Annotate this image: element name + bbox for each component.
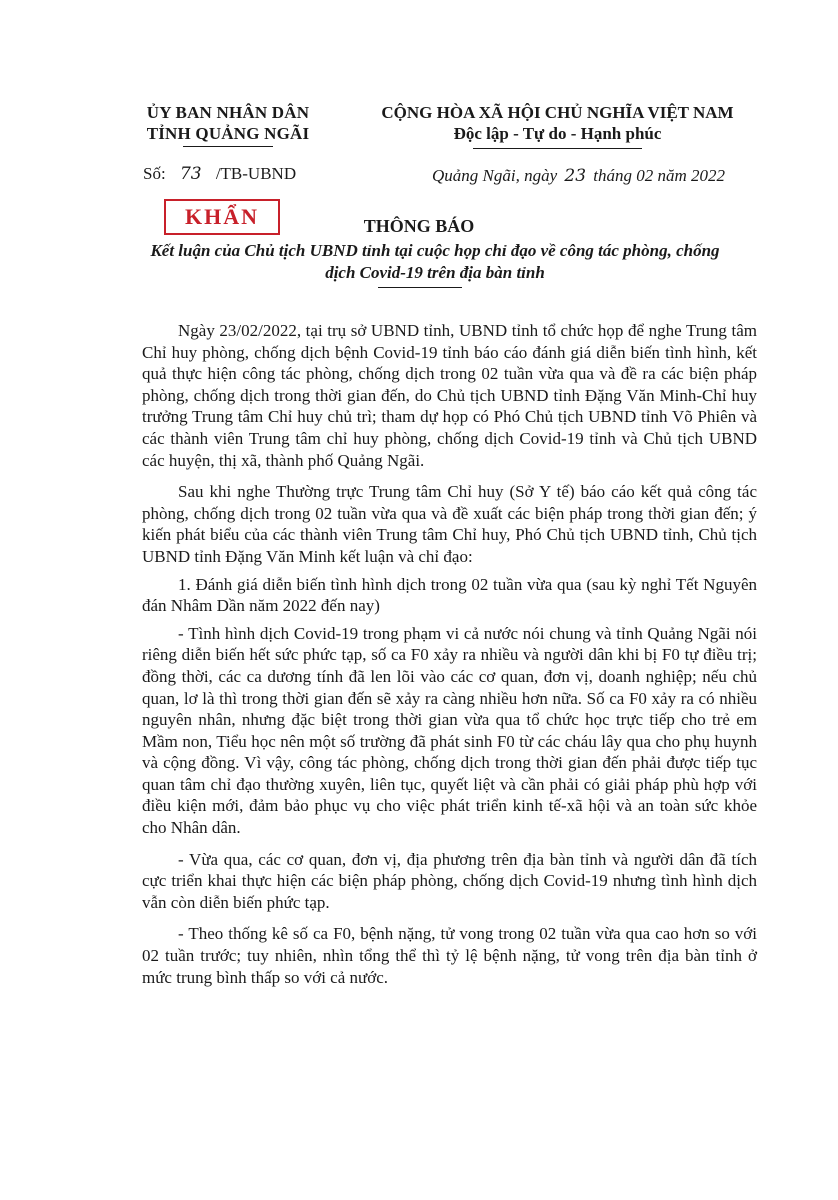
date-day: 23 <box>564 166 587 186</box>
body-paragraph: Sau khi nghe Thường trực Trung tâm Chỉ huy (Sở Y tế) báo cáo kết quả công tác phòng, chống dịch trong 02 tuần vừa qua và đề xuất các biện pháp trong thời gian đến; ý kiến phát biểu của các thành viên Trung tâm Chỉ huy, Phó Chủ tịch UBND tỉnh, Chủ tịch UBND tỉnh Đặng Văn Minh kết luận và chỉ đạo: <box>142 482 757 566</box>
motto-underline <box>473 148 642 149</box>
date-place-prefix: Quảng Ngãi, ngày <box>432 166 558 185</box>
body-paragraph: - Tình hình dịch Covid-19 trong phạm vi cả nước nói chung và tỉnh Quảng Ngãi nói riêng diễn biến hết sức phức tạp, số ca F0 xảy ra nhiều và người dân khi bị F0 tự điều trị; đồng thời, các ca dương tính đã len lõi vào các cơ quan, đơn vị, doanh nghiệp; nếu chủ quan, lơ là thì trong thời gian đến sẽ xảy ra càng nhiều hơn nữa. Số ca F0 xảy ra có nhiều nguyên nhân, nhưng đặc biệt trong thời gian vừa qua tổ chức học trực tiếp cho trẻ em Mầm non, Tiểu học nên một số trường đã phát sinh F0 từ các cháu lây qua cho phụ huynh và cộng đồng. Vì vậy, công tác phòng, chống dịch trong thời gian đến phải được tiếp tục quan tâm chỉ đạo thường xuyên, liên tục, quyết liệt và cần phải có giải pháp phù hợp với điều kiện mới, đảm bảo phục vụ cho việc phát triển kinh tế-xã hội và an toàn sức khỏe cho Nhân dân. <box>142 623 757 838</box>
document-body <box>142 320 757 988</box>
doc-number-value: 73 <box>179 164 202 184</box>
authority-underline <box>183 146 273 147</box>
document-title: THÔNG BÁO <box>363 216 475 236</box>
issue-date <box>432 166 725 186</box>
body-paragraph: 1. Đánh giá diễn biến tình hình dịch trong 02 tuần vừa qua (sau kỳ nghỉ Tết Nguyên đán Nhâm Dần năm 2022 đến nay) <box>142 574 757 616</box>
authority-line-2: TỈNH QUẢNG NGÃI <box>146 124 310 143</box>
date-month-year: tháng 02 năm 2022 <box>593 166 726 185</box>
national-title: CỘNG HÒA XÃ HỘI CHỦ NGHĨA VIỆT NAM <box>381 103 734 122</box>
issuing-authority <box>128 102 328 144</box>
body-paragraph: - Theo thống kê số ca F0, bệnh nặng, tử vong trong 02 tuần vừa qua cao hơn so với 02 tuần trước; tuy nhiên, nhìn tổng thể thì tỷ lệ bệnh nặng, tử vong trên địa bàn tỉnh ở mức trung bình thấp so với cả nước. <box>142 924 757 987</box>
body-paragraph: - Vừa qua, các cơ quan, đơn vị, địa phương trên địa bàn tỉnh và người dân đã tích cực triển khai thực hiện các biện pháp phòng, chống dịch Covid-19 nhưng tình hình dịch vẫn còn diễn biến phức tạp. <box>142 849 757 912</box>
subtitle-underline <box>378 287 462 288</box>
urgent-stamp: KHẨN <box>164 199 280 235</box>
doc-number-suffix: /TB-UBND <box>215 164 297 183</box>
national-motto: Độc lập - Tự do - Hạnh phúc <box>453 124 662 143</box>
document-subtitle: Kết luận của Chủ tịch UBND tỉnh tại cuộc họp chỉ đạo về công tác phòng, chống dịch Covid-19 trên địa bàn tỉnh <box>150 241 720 282</box>
authority-line-1: ỦY BAN NHÂN DÂN <box>146 103 310 122</box>
document-number <box>143 164 296 184</box>
doc-number-prefix: Số: <box>143 164 166 183</box>
national-header <box>355 102 760 144</box>
body-paragraph: Ngày 23/02/2022, tại trụ sở UBND tỉnh, UBND tỉnh tổ chức họp để nghe Trung tâm Chỉ huy phòng, chống dịch bệnh Covid-19 tỉnh báo cáo đánh giá diễn biến tình hình, kết quả thực hiện công tác phòng, chống dịch trong 02 tuần vừa qua và đề ra các biện pháp phòng, chống dịch trong thời gian đến, do Chủ tịch UBND tỉnh Đặng Văn Minh-Chỉ huy trưởng Trung tâm Chỉ huy chủ trì; tham dự họp có Phó Chủ tịch UBND tỉnh Võ Phiên và các thành viên Trung tâm chỉ huy phòng, chống dịch Covid-19 tỉnh và Chủ tịch UBND các huyện, thị xã, thành phố Quảng Ngãi. <box>142 321 757 470</box>
